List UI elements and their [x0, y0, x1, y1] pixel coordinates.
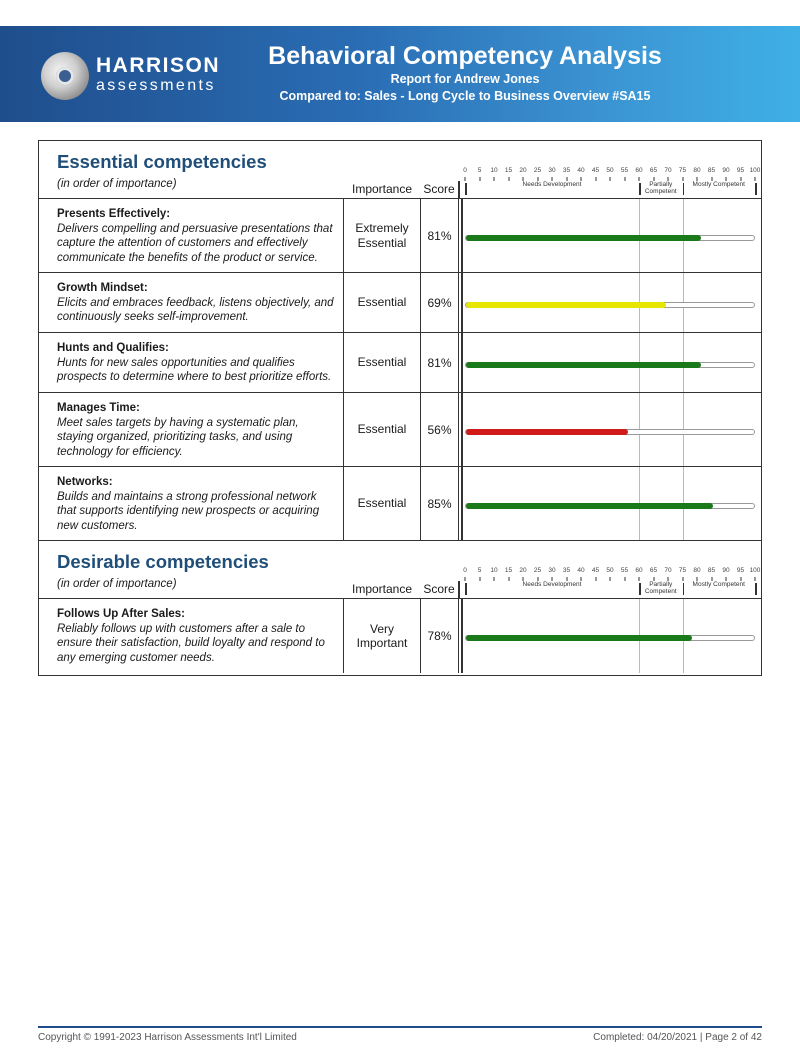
score-bar-track	[465, 635, 755, 641]
scale-tick-label: 40	[577, 167, 585, 174]
competency-definition: Reliably follows up with customers after a sale to ensure their satisfaction, build loyalty and respond to any emerging customer needs.	[57, 622, 325, 664]
competency-name: Hunts and Qualifies:	[57, 342, 169, 354]
competency-description	[39, 599, 343, 673]
report-header	[0, 26, 800, 122]
score-bar-track	[465, 362, 755, 368]
footer-divider	[38, 1026, 762, 1028]
scale-tick-label: 35	[562, 167, 571, 174]
competency-importance	[343, 273, 420, 332]
competency-row	[39, 599, 761, 673]
logo-name: HARRISON	[96, 54, 221, 77]
competency-row	[39, 199, 761, 273]
competency-importance	[343, 199, 420, 272]
scale-tick-label: 50	[606, 167, 614, 174]
scale-tick-label: 80	[693, 567, 701, 574]
competency-score	[420, 599, 458, 673]
score-bar-cell	[458, 333, 761, 392]
logo-subtitle: assessments	[96, 77, 216, 94]
competency-table	[38, 140, 762, 676]
logo-ring-icon	[41, 52, 89, 100]
section-header	[39, 541, 761, 599]
scale-tick-label: 95	[736, 567, 745, 574]
section-title: Essential competencies	[57, 151, 267, 172]
competency-score	[420, 393, 458, 466]
scale-tick-label: 10	[490, 567, 498, 574]
header-col-divider	[458, 181, 460, 199]
score-bar-cell	[458, 467, 761, 540]
scale-tick-label: 30	[548, 167, 556, 174]
scale-tick-label: 70	[664, 167, 672, 174]
score-value: 69%	[427, 295, 452, 310]
section-title: Desirable competencies	[57, 551, 269, 572]
competency-definition: Builds and maintains a strong professional network that supports identifying new prospects or acquiring new customers.	[57, 490, 320, 532]
competency-name: Follows Up After Sales:	[57, 608, 186, 620]
competency-description	[39, 393, 343, 466]
scale-band-divider	[755, 183, 757, 195]
scale-tick-label: 40	[577, 567, 585, 574]
scale-tick-label: 50	[606, 567, 614, 574]
footer-copyright: Copyright © 1991-2023 Harrison Assessments Int'l Limited	[38, 1032, 297, 1043]
competency-row	[39, 273, 761, 333]
competency-name: Manages Time:	[57, 402, 140, 414]
importance-value: Very Important	[356, 621, 408, 650]
scale-tick-label: 65	[649, 567, 658, 574]
importance-column-header: Importance	[351, 182, 413, 196]
competency-score	[420, 333, 458, 392]
importance-value: Essential	[357, 355, 407, 370]
scale-tick-label: 85	[707, 167, 716, 174]
importance-column-header: Importance	[351, 582, 413, 596]
scale-tick-label: 25	[533, 167, 542, 174]
score-bar-fill	[466, 235, 701, 241]
scale-tick-label: 90	[722, 167, 730, 174]
scale-tick-label: 95	[736, 167, 745, 174]
competency-description	[39, 273, 343, 332]
scale-tick-label: 55	[620, 567, 629, 574]
score-bar-cell	[458, 273, 761, 332]
report-title: Behavioral Competency Analysis	[268, 42, 662, 70]
competency-score	[420, 467, 458, 540]
importance-value: Essential	[357, 422, 407, 437]
importance-value: Essential	[357, 295, 407, 310]
scale-tick-label: 55	[620, 167, 629, 174]
competency-row	[39, 467, 761, 541]
competency-row	[39, 393, 761, 467]
score-bar-track	[465, 503, 755, 509]
score-bar-cell	[458, 599, 761, 673]
scale-tick-label: 60	[635, 567, 643, 574]
score-bar-fill	[466, 503, 713, 509]
section-order-note: (in order of importance)	[57, 578, 177, 590]
scale-tick-label: 0	[463, 567, 467, 574]
competency-definition: Meet sales targets by having a systematic plan, staying organized, prioritizing tasks, and using technology for efficiency.	[57, 416, 299, 458]
score-scale	[459, 141, 761, 199]
scale-tick-label: 100	[749, 567, 761, 574]
competency-score	[420, 273, 458, 332]
competency-description	[39, 333, 343, 392]
importance-value: Extremely Essential	[355, 221, 409, 250]
score-bar-track	[465, 235, 755, 241]
score-column-header: Score	[423, 182, 455, 196]
scale-tick-label: 5	[477, 567, 482, 574]
importance-value: Essential	[357, 496, 407, 511]
score-bar-fill	[466, 302, 666, 308]
scale-tick-label: 15	[504, 567, 513, 574]
score-bar-cell	[458, 199, 761, 272]
competency-name: Presents Effectively:	[57, 208, 171, 220]
score-bar-track	[465, 302, 755, 308]
scale-tick-label: 25	[533, 567, 542, 574]
competency-definition: Delivers compelling and persuasive presentations that capture the attention of customers and effectively communicate the benefits of the product or service.	[57, 222, 333, 264]
section-order-note: (in order of importance)	[57, 178, 177, 190]
score-bar-fill	[466, 429, 628, 435]
score-value: 78%	[427, 629, 452, 643]
band-partially-competent: Partially Competent	[644, 181, 677, 195]
score-bar-cell	[458, 393, 761, 466]
score-value: 85%	[427, 496, 452, 511]
scale-tick-label: 10	[490, 167, 498, 174]
scale-tick-label: 45	[591, 567, 600, 574]
scale-tick-label: 15	[504, 167, 513, 174]
competency-row	[39, 333, 761, 393]
score-scale	[459, 541, 761, 599]
scale-tick-label: 30	[548, 567, 556, 574]
band-partially-competent: Partially Competent	[644, 581, 677, 595]
competency-importance	[343, 333, 420, 392]
scale-tick-label: 0	[463, 167, 467, 174]
scale-tick-label: 75	[678, 167, 687, 174]
competency-definition: Hunts for new sales opportunities and qualifies prospects to determine where to best prioritize efforts.	[57, 356, 332, 384]
competency-description	[39, 467, 343, 540]
competency-score	[420, 199, 458, 272]
band-mostly-competent: Mostly Competent	[692, 181, 745, 188]
scale-band-divider	[755, 583, 757, 595]
footer-completed: Completed: 04/20/2021 | Page 2 of 42	[593, 1032, 762, 1043]
scale-tick-label: 5	[477, 167, 482, 174]
band-needs-development: Needs Development	[522, 581, 582, 588]
score-bar-fill	[466, 362, 701, 368]
harrison-logo	[41, 52, 221, 102]
scale-tick-label: 20	[519, 567, 527, 574]
competency-importance	[343, 599, 420, 673]
scale-tick-label: 80	[693, 167, 701, 174]
report-for: Report for Andrew Jones	[390, 72, 540, 86]
band-needs-development: Needs Development	[522, 181, 582, 188]
competency-definition: Elicits and embraces feedback, listens objectively, and continuously seeks self-improvement.	[57, 296, 334, 324]
score-bar-fill	[466, 635, 692, 641]
competency-name: Networks:	[57, 476, 113, 488]
scale-tick-label: 65	[649, 167, 658, 174]
competency-importance	[343, 467, 420, 540]
header-col-divider	[458, 581, 460, 599]
scale-tick-label: 20	[519, 167, 527, 174]
competency-name: Growth Mindset:	[57, 282, 148, 294]
score-bar-track	[465, 429, 755, 435]
section-header	[39, 141, 761, 199]
score-value: 81%	[427, 355, 452, 370]
compared-to: Compared to: Sales - Long Cycle to Business Overview #SA15	[279, 89, 651, 103]
scale-tick-label: 90	[722, 567, 730, 574]
score-value: 81%	[427, 228, 452, 243]
scale-tick-label: 85	[707, 567, 716, 574]
competency-importance	[343, 393, 420, 466]
scale-tick-label: 100	[749, 167, 761, 174]
scale-tick-label: 60	[635, 167, 643, 174]
scale-tick-label: 75	[678, 567, 687, 574]
scale-tick-label: 45	[591, 167, 600, 174]
competency-description	[39, 199, 343, 272]
scale-tick-label: 35	[562, 567, 571, 574]
score-value: 56%	[427, 422, 452, 437]
band-mostly-competent: Mostly Competent	[692, 581, 745, 588]
scale-tick-label: 70	[664, 567, 672, 574]
score-column-header: Score	[423, 582, 455, 596]
